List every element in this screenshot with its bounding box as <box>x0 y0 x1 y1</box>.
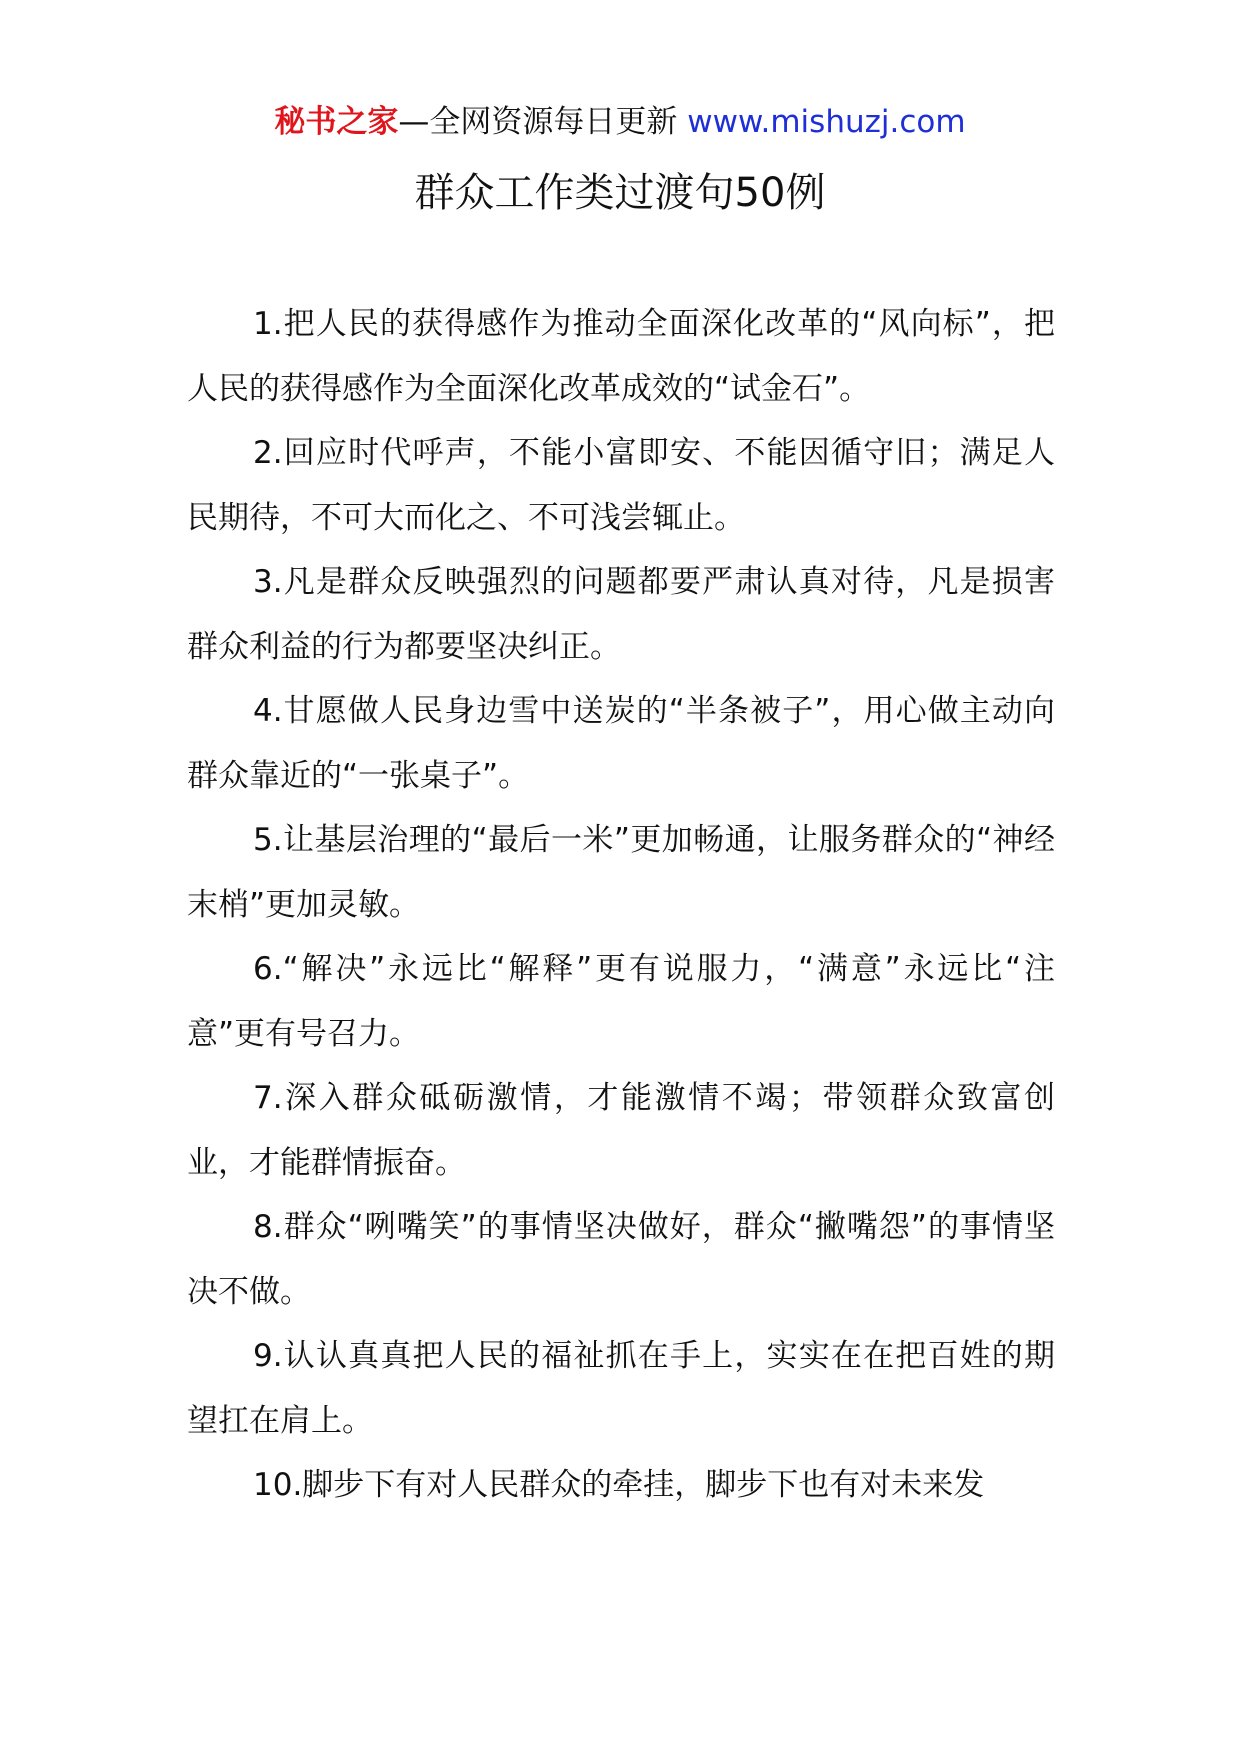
document-body <box>187 292 1055 1518</box>
list-item: 4.甘愿做人民身边雪中送炭的“半条被子”，用心做主动向群众靠近的“一张桌子”。 <box>187 693 1055 794</box>
list-item: 9.认认真真把人民的福祉抓在手上，实实在在把百姓的期望扛在肩上。 <box>187 1338 1055 1439</box>
brand-name: 秘书之家 <box>274 104 399 140</box>
site-header <box>0 100 1240 144</box>
site-url-link[interactable]: www.mishuzj.com <box>687 104 966 140</box>
document-title: 群众工作类过渡句50例 <box>414 170 826 216</box>
list-item: 5.让基层治理的“最后一米”更加畅通，让服务群众的“神经末梢”更加灵敏。 <box>187 822 1055 923</box>
list-item: 2.回应时代呼声，不能小富即安、不能因循守旧；满足人民期待，不可大而化之、不可浅尝辄止。 <box>187 435 1055 536</box>
list-item: 7.深入群众砥砺激情，才能激情不竭；带领群众致富创业，才能群情振奋。 <box>187 1080 1055 1181</box>
list-item: 10.脚步下有对人民群众的牵挂，脚步下也有对未来发 <box>253 1467 985 1503</box>
list-item: 1.把人民的获得感作为推动全面深化改革的“风向标”，把人民的获得感作为全面深化改革成效的“试金石”。 <box>187 306 1055 407</box>
site-tagline: —全网资源每日更新 <box>398 104 688 140</box>
list-item: 6.“解决”永远比“解释”更有说服力，“满意”永远比“注意”更有号召力。 <box>187 951 1055 1052</box>
list-item: 3.凡是群众反映强烈的问题都要严肃认真对待，凡是损害群众利益的行为都要坚决纠正。 <box>187 564 1055 665</box>
list-item: 8.群众“咧嘴笑”的事情坚决做好，群众“撇嘴怨”的事情坚决不做。 <box>187 1209 1055 1310</box>
